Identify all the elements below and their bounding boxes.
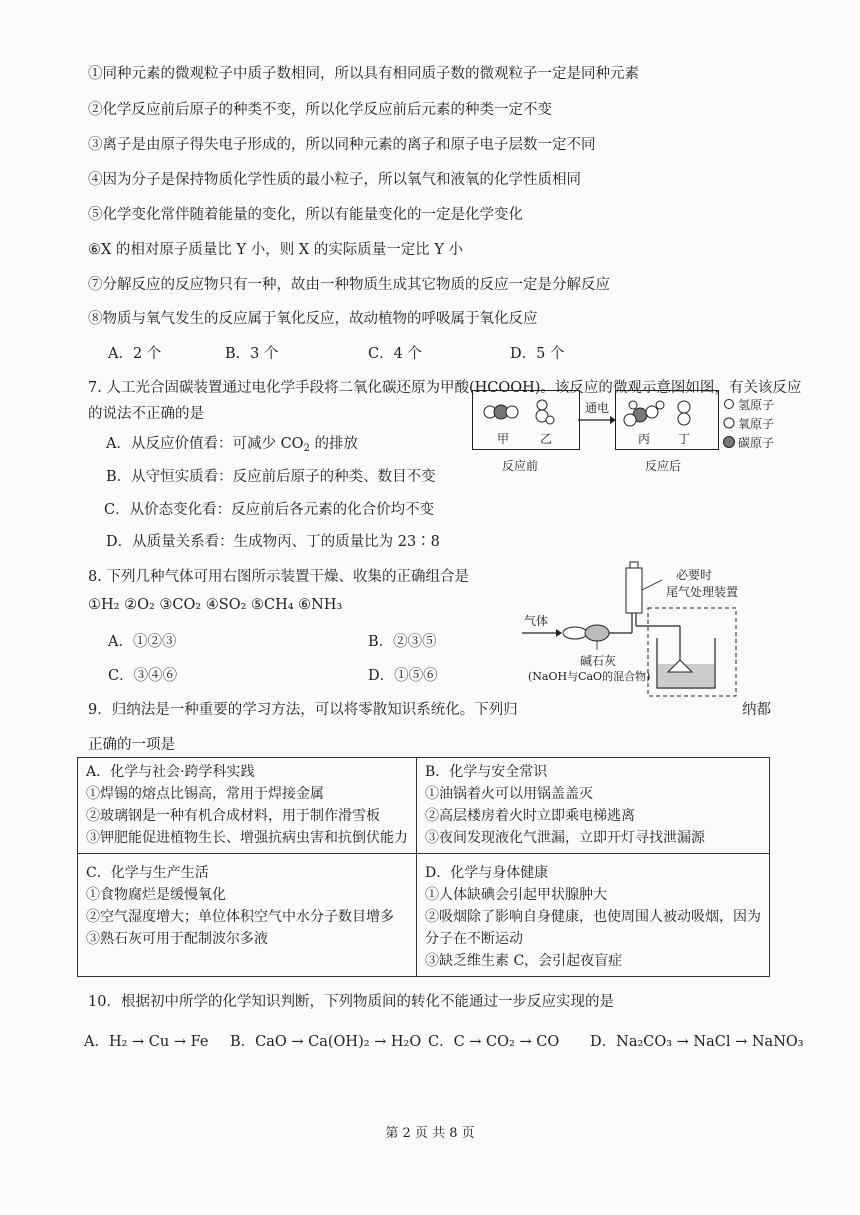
legend-hydrogen-icon bbox=[725, 400, 734, 409]
q7-stem-line1: 7. 人工光合固碳装置通过电化学手段将二氧化碳还原为甲酸(HCOOH)。该反应的微观示意图如图，有关该反应 bbox=[88, 380, 802, 396]
statement-1: ①同种元素的微观粒子中质子数相同，所以具有相同质子数的微观粒子一定是同种元素 bbox=[88, 66, 639, 82]
q8-stem: 8. 下列几种气体可用右图所示装置干燥、收集的正确组合是 bbox=[88, 569, 469, 585]
cell-b-item: ③夜间发现液化气泄漏，立即开灯寻找泄漏源 bbox=[425, 830, 705, 846]
statement-8: ⑧物质与氧气发生的反应属于氧化反应，故动植物的呼吸属于氧化反应 bbox=[88, 311, 538, 327]
q6-option-b: B．3 个 bbox=[225, 346, 279, 362]
q10-option-a: A．H₂ → Cu → Fe bbox=[84, 1034, 209, 1050]
arrow-head-icon bbox=[610, 416, 616, 424]
statement-4: ④因为分子是保持物质化学性质的最小粒子，所以氧气和液氧的化学性质相同 bbox=[88, 172, 581, 188]
cell-c-item: ③熟石灰可用于配制波尔多液 bbox=[86, 931, 268, 947]
q9-stem-part2: 纳都 bbox=[742, 702, 771, 718]
q8-option-a: A．①②③ bbox=[108, 634, 177, 650]
cell-b-item: ②高层楼房着火时立即乘电梯逃离 bbox=[425, 808, 635, 824]
cell-d bbox=[417, 854, 770, 977]
cell-a-item: ②玻璃钢是一种有机合成材料，用于制作滑雪板 bbox=[86, 808, 380, 824]
cell-c-title: C．化学与生产生活 bbox=[86, 865, 209, 881]
reaction-diagram bbox=[470, 390, 775, 480]
legend-carbon-icon bbox=[724, 437, 735, 448]
arrow-head-icon bbox=[556, 629, 562, 637]
cell-c-item: ②空气湿度增大；单位体积空气中水分子数目增多 bbox=[86, 909, 394, 925]
oxygen-atom-icon bbox=[678, 413, 690, 425]
statement-7: ⑦分解反应的反应物只有一种，故由一种物质生成其它物质的反应一定是分解反应 bbox=[88, 277, 610, 293]
cell-d-item: 分子在不断运动 bbox=[425, 931, 523, 947]
hydrogen-atom-icon bbox=[546, 416, 554, 424]
q8-option-d: D．①⑤⑥ bbox=[368, 668, 438, 684]
cell-b-title: B．化学与安全常识 bbox=[425, 764, 548, 780]
tail-label-2: 尾气处理装置 bbox=[666, 585, 739, 599]
q8-gases: ①H₂ ②O₂ ③CO₂ ④SO₂ ⑤CH₄ ⑥NH₃ bbox=[88, 597, 343, 613]
cell-b-item: ①油锅着火可以用锅盖盖灭 bbox=[425, 786, 593, 802]
q10-option-c: C．C → CO₂ → CO bbox=[428, 1034, 560, 1050]
arrow-label: 通电 bbox=[585, 401, 610, 415]
cell-c bbox=[78, 854, 417, 977]
cell-a-item: ①焊锡的熔点比锡高，常用于焊接金属 bbox=[86, 786, 324, 802]
q9-stem-part1: 9．归纳法是一种重要的学习方法，可以将零散知识系统化。下列归 bbox=[88, 702, 518, 718]
q6-option-d: D．5 个 bbox=[510, 346, 565, 362]
label-ding: 丁 bbox=[678, 432, 691, 446]
legend-carbon-label: 碳原子 bbox=[738, 436, 775, 450]
cell-a-title: A．化学与社会·跨学科实践 bbox=[86, 764, 255, 780]
statement-3: ③离子是由原子得失电子形成的，所以同种元素的离子和原子电子层数一定不同 bbox=[88, 137, 596, 153]
soda-lime-bulb-icon bbox=[585, 625, 609, 641]
apparatus-diagram bbox=[520, 560, 770, 700]
mixture-label: (NaOH与CaO的混合物) bbox=[528, 670, 651, 683]
oxygen-atom-icon bbox=[646, 406, 658, 418]
legend-oxygen-icon bbox=[724, 418, 734, 428]
oxygen-atom-icon bbox=[624, 414, 636, 426]
statement-2: ②化学反应前后原子的种类不变，所以化学反应前后元素的种类一定不变 bbox=[88, 102, 552, 118]
knowledge-table bbox=[77, 757, 770, 977]
label-jia: 甲 bbox=[497, 432, 510, 446]
gas-in-label: 气体 bbox=[524, 614, 549, 628]
q10-option-d: D．Na₂CO₃ → NaCl → NaNO₃ bbox=[590, 1034, 804, 1050]
cell-a bbox=[78, 758, 417, 854]
q6-option-a: A．2 个 bbox=[108, 346, 162, 362]
label-after: 反应后 bbox=[645, 459, 682, 473]
label-before: 反应前 bbox=[502, 459, 539, 473]
cell-d-item: ③缺乏维生素 C，会引起夜盲症 bbox=[425, 953, 623, 969]
legend-oxygen-label: 氧原子 bbox=[738, 417, 775, 431]
cell-d-item: ②吸烟除了影响自身健康，也使周围人被动吸烟，因为 bbox=[425, 909, 761, 925]
q7-option-a: A．从反应价值看：可减少 $CO_2$ 的排放 bbox=[106, 436, 359, 454]
hydrogen-atom-icon bbox=[656, 401, 664, 409]
q8-option-b: B．②③⑤ bbox=[368, 634, 437, 650]
statement-5: ⑤化学变化常伴随着能量的变化，所以有能量变化的一定是化学变化 bbox=[88, 207, 523, 223]
hydrogen-atom-icon bbox=[537, 400, 547, 410]
q10-stem: 10．根据初中所学的化学知识判断，下列物质间的转化不能通过一步反应实现的是 bbox=[88, 994, 614, 1010]
oxygen-atom-icon bbox=[678, 401, 690, 413]
drying-tube-icon bbox=[563, 627, 587, 639]
cell-c-item: ①食物腐烂是缓慢氧化 bbox=[86, 887, 226, 903]
statement-6: ⑥X 的相对原子质量比 Y 小，则 X 的实际质量一定比 Y 小 bbox=[88, 242, 464, 258]
tail-label-1: 必要时 bbox=[676, 568, 713, 582]
collection-bottle-icon bbox=[626, 568, 642, 613]
label-yi: 乙 bbox=[540, 432, 553, 446]
q10-option-b: B．CaO → Ca(OH)₂ → H₂O bbox=[230, 1034, 422, 1050]
q8-option-c: C．③④⑥ bbox=[108, 668, 178, 684]
soda-lime-label: 碱石灰 bbox=[580, 654, 617, 668]
q7-option-b: B．从守恒实质看：反应前后原子的种类、数目不变 bbox=[106, 469, 436, 485]
q7-option-c: C．从价态变化看：反应前后各元素的化合价均不变 bbox=[104, 502, 435, 518]
cell-d-title: D．化学与身体健康 bbox=[425, 865, 549, 881]
cell-b bbox=[417, 758, 770, 854]
cell-a-item: ③钾肥能促进植物生长、增强抗病虫害和抗倒伏能力 bbox=[86, 830, 408, 846]
legend-hydrogen-label: 氢原子 bbox=[738, 398, 775, 412]
oxygen-atom-icon bbox=[506, 406, 518, 418]
q7-stem-line2: 的说法不正确的是 bbox=[88, 406, 204, 422]
q7-option-d: D．从质量关系看：生成物丙、丁的质量比为 23∶8 bbox=[106, 534, 440, 550]
label-bing: 丙 bbox=[638, 432, 651, 446]
page-number: 第 2 页 共 8 页 bbox=[385, 1126, 475, 1141]
cell-d-item: ①人体缺碘会引起甲状腺肿大 bbox=[425, 887, 607, 903]
q9-stem-line2: 正确的一项是 bbox=[88, 737, 175, 753]
q6-option-c: C．4 个 bbox=[368, 346, 422, 362]
hydrogen-atom-icon bbox=[629, 401, 637, 409]
